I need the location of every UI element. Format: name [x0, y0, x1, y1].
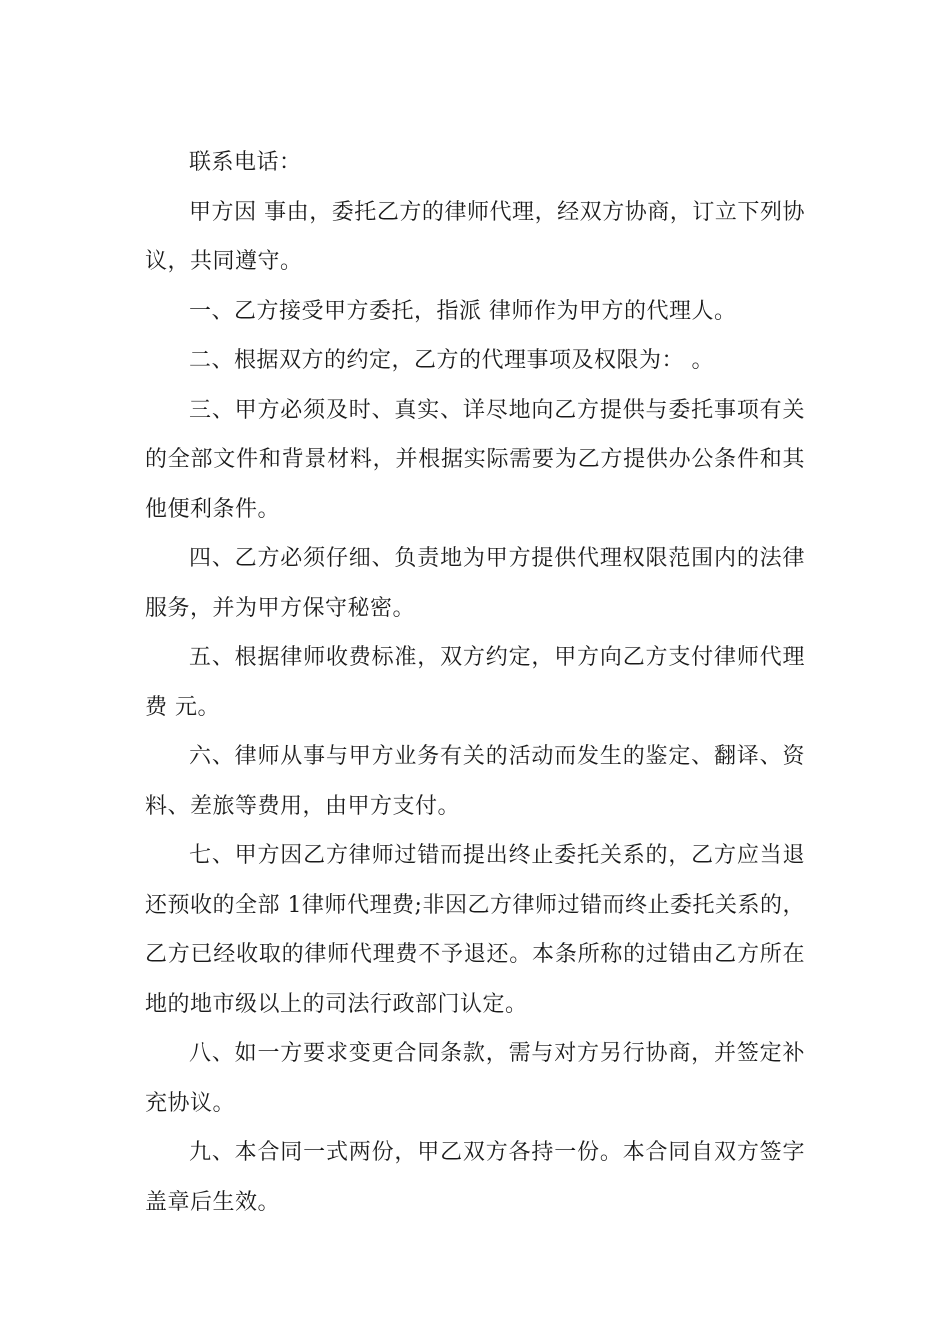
clause-4: 四、乙方必须仔细、负责地为甲方提供代理权限范围内的法律服务，并为甲方保守秘密。 [145, 546, 805, 621]
clause-5: 五、根据律师收费标准，双方约定，甲方向乙方支付律师代理费 元。 [145, 645, 805, 720]
preamble-paragraph: 甲方因 事由，委托乙方的律师代理，经双方协商，订立下列协议，共同遵守。 [145, 199, 805, 274]
clause-2: 二、根据双方的约定，乙方的代理事项及权限为： 。 [189, 348, 714, 373]
contact-phone-line: 联系电话： [189, 150, 302, 175]
clause-1: 一、乙方接受甲方委托，指派 律师作为甲方的代理人。 [189, 298, 737, 324]
clause-7: 七、甲方因乙方律师过错而提出终止委托关系的，乙方应当退还预收的全部 1律师代理费;非因乙方律师过错而终止委托关系的，乙方已经收取的律师代理费不予退还。本条所称的过错由乙方所在地的地市级以上的司法行政部门认定。 [145, 843, 805, 1017]
clause-8: 八、如一方要求变更合同条款，需与对方另行协商，并签定补充协议。 [145, 1041, 805, 1116]
clause-3: 三、甲方必须及时、真实、详尽地向乙方提供与委托事项有关的全部文件和背景材料，并根据实际需要为乙方提供办公条件和其他便利条件。 [145, 397, 805, 522]
clause-9: 九、本合同一式两份，甲乙双方各持一份。本合同自双方签字盖章后生效。 [145, 1140, 805, 1215]
clause-6: 六、律师从事与甲方业务有关的活动而发生的鉴定、翻译、资料、差旅等费用，由甲方支付。 [145, 744, 805, 819]
contract-page [145, 138, 805, 1227]
